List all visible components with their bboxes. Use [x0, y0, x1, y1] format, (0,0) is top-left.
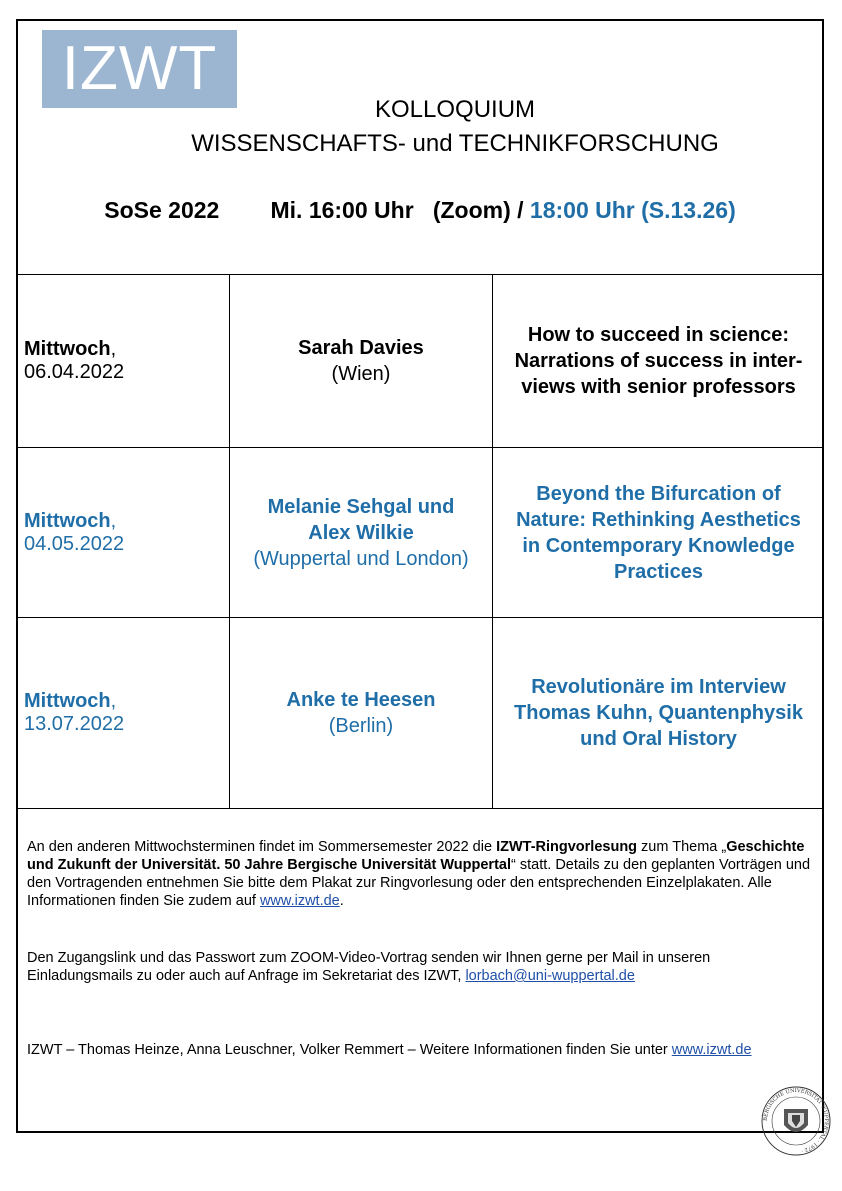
talk-title-line: in Contemporary Knowledge	[522, 534, 795, 557]
talk-title-line: Narrations of success in inter-	[514, 350, 803, 372]
ringvorlesung-topic: Geschichte und Zukunft der Universität. 50 Jahre Bergische Universität Wuppertal	[27, 839, 805, 873]
event-row	[18, 448, 824, 618]
event-weekday: Mittwoch	[24, 690, 111, 712]
talk-title-line: Beyond the Bifurcation of	[536, 482, 781, 505]
speaker-place: (Wuppertal und London)	[253, 547, 469, 570]
event-title-cell	[493, 448, 825, 618]
event-weekday: Mittwoch	[24, 509, 111, 532]
izwt-website-link[interactable]: www.izwt.de	[259, 893, 340, 909]
event-row	[18, 275, 824, 448]
talk-title-line: und Oral History	[580, 728, 737, 750]
semester-line	[20, 197, 820, 224]
event-date: 04.05.2022	[24, 532, 125, 555]
talk-title-line: How to succeed in science:	[527, 324, 790, 346]
ringvorlesung-note	[27, 838, 817, 910]
izwt-website-link-footer[interactable]: www.izwt.de	[671, 1042, 752, 1058]
talk-title-line: Nature: Rethinking Aesthetics	[516, 508, 801, 531]
seal-text: BERGISCHE UNIVERSITÄT WUPPERTAL · 1972 ·	[762, 1087, 830, 1154]
talk-title-line: Thomas Kuhn, Quantenphysik	[514, 702, 803, 724]
speaker-name: Melanie Sehgal und	[267, 495, 455, 518]
note-text: Den Zugangslink und das Passwort zum ZOOM-Video-Vortrag senden wir Ihnen gerne per Mail in unseren Einladungsmails zu oder auch auf Anfrage im Sekretariat des IZWT,	[27, 950, 711, 984]
university-seal-icon	[760, 1085, 832, 1157]
secretariat-email-link[interactable]: lorbach@uni-wuppertal.de	[465, 968, 635, 984]
speaker-name: Anke te Heesen	[286, 689, 436, 711]
event-date-cell: Mittwoch, 04.05.2022	[18, 448, 230, 618]
event-date: 06.04.2022	[24, 361, 125, 383]
event-speaker-cell	[230, 618, 493, 809]
note-text: zum Thema „	[637, 839, 727, 855]
speaker-name-2: Alex Wilkie	[308, 521, 414, 544]
speaker-place: (Wien)	[331, 363, 391, 385]
event-speaker-cell	[230, 448, 493, 618]
time-zoom: Mi. 16:00 Uhr	[270, 197, 414, 223]
event-weekday: Mittwoch	[24, 338, 111, 360]
note-text: .	[339, 893, 344, 909]
contact-note	[27, 1041, 817, 1059]
event-row	[18, 618, 824, 809]
izwt-logo: IZWT	[42, 30, 237, 108]
speaker-name: Sarah Davies	[298, 337, 424, 359]
event-speaker-cell	[230, 275, 493, 448]
time-room: 18:00 Uhr (S.13.26)	[529, 197, 736, 223]
note-text: An den anderen Mittwochsterminen findet im Sommersemester 2022 die	[27, 839, 497, 855]
zoom-access-note	[27, 949, 817, 985]
ringvorlesung-name: IZWT-Ringvorlesung	[496, 839, 638, 855]
semester: SoSe 2022	[104, 197, 220, 223]
title-line-1: KOLLOQUIUM	[374, 96, 536, 123]
talk-title-line: Revolutionäre im Interview	[531, 676, 786, 698]
speaker-place: (Berlin)	[328, 715, 394, 737]
schedule-table	[18, 274, 824, 809]
title-line-2: WISSENSCHAFTS- und TECHNIKFORSCHUNG	[191, 130, 719, 157]
talk-title-line: Practices	[614, 560, 703, 583]
event-title-cell	[493, 618, 825, 809]
talk-title-line: views with senior professors	[521, 376, 796, 398]
zoom-label: (Zoom) /	[432, 197, 524, 223]
event-title-cell	[493, 275, 825, 448]
note-text: “ statt. Details zu den geplanten Vorträgen und den Vortragenden entnehmen Sie bitte dem Plakat zur Ringvorlesung oder den entsprechenden Einzelplakaten. Alle Informationen finden Sie zudem auf	[27, 857, 811, 909]
event-date: 13.07.2022	[24, 713, 125, 735]
event-date-cell: Mittwoch, 13.07.2022	[18, 618, 230, 809]
event-date-cell: Mittwoch, 06.04.2022	[18, 275, 230, 448]
note-text: IZWT – Thomas Heinze, Anna Leuschner, Volker Remmert – Weitere Informationen finden Sie unter	[27, 1042, 672, 1058]
notes-section	[27, 838, 817, 1058]
